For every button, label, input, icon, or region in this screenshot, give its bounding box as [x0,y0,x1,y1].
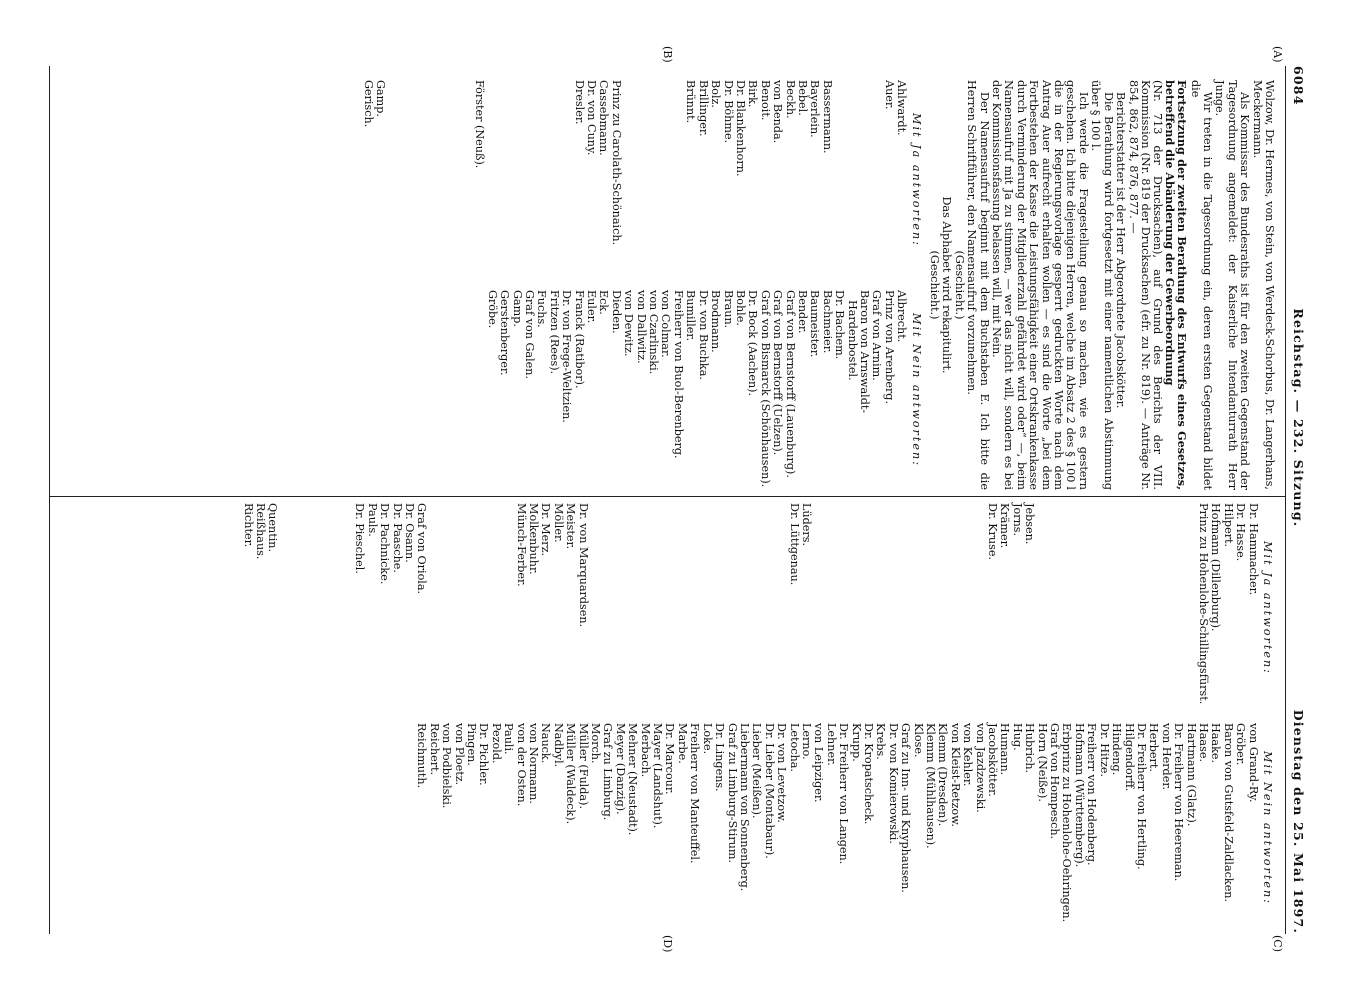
intro-paragraph: Wir treten in die Tagesordnung ein, deren ersten Gegenstand bildet die [1188,80,1214,490]
vote-name: Lehner. [824,723,838,766]
vote-name: Graf zu Inn- und Knyphausen. [899,723,913,893]
vote-name: Humann. [998,723,1012,776]
vote-name: Graf von Oriola. [415,503,429,595]
vote-name: Euler. [585,290,599,324]
nein-heading: Mit Nein antworten: [909,313,923,467]
vote-name [775,503,787,713]
column-divider [50,496,1285,497]
vote-name: Bolz. [709,80,723,108]
vote-name: Brodmann. [709,290,723,353]
vote-name [634,80,646,280]
ja-list [361,80,907,280]
vote-name: Dr. Hammacher. [1246,503,1260,596]
vote-name: von der Osten. [514,723,528,807]
vote-name: Brünnt. [684,80,698,124]
event-note: (Geschieht.) [928,250,942,320]
vote-name: Graf von Arnim. [870,290,884,381]
vote-name [316,503,328,713]
ja-column [361,80,923,280]
vote-name: Klemm (Mühlhausen). [924,723,938,849]
vote-name: Braun. [721,290,735,329]
vote-name: Dr. von Komierowski. [886,723,900,844]
vote-name [411,80,423,280]
vote-name: Baumeister. [808,290,822,358]
vote-name: Dr. Kropatscheck. [862,723,875,825]
vote-name: Birk. [746,80,760,108]
page-number: 6084 [1291,66,1306,106]
vote-name: Prinz zu Hohenlohe-Schillingsfürst. [1196,503,1210,705]
vote-name [647,80,659,280]
vote-block-left [361,80,923,490]
vote-name [386,80,398,280]
vote-name: Dr. Freiherr von Heereman. [1172,723,1186,882]
vote-name: Lerno. [799,723,813,760]
vote-name: Dr. von Cuny. [585,80,599,156]
vote-name: Mayer (Landshut). [651,723,665,829]
vote-name: Merbach. [638,723,652,778]
vote-name: Horn (Neiße). [1035,723,1049,802]
right-column [241,503,1275,933]
vote-name [948,503,960,713]
page-header [1288,66,1304,934]
vote-name: Dr. Lingens. [713,723,727,792]
vote-name [502,503,514,713]
vote-name [1135,503,1147,713]
vote-name: Franck (Ratibor). [572,290,586,389]
vote-name: Morch. [589,723,603,764]
vote-name [452,503,464,713]
body-paragraph: Die Berathung wird fortgesetzt mit einer namentlichen Abstimmung über § 100 l. [1089,80,1115,490]
vote-name: Graf zu Limburg. [601,723,615,821]
vote-name: Dr. Marcour. [663,723,677,795]
vote-name: Graf von Bismarck (Schönhausen). [758,290,772,488]
vote-name: Klose. [911,723,925,758]
margin-marker-b: (B) [661,46,674,63]
vote-name [1085,503,1097,713]
vote-name: Molkenbuhr. [527,503,541,575]
vote-name: Müller (Waldeck). [564,723,578,825]
nein-heading: Mit Nein antworten: [1261,751,1274,905]
vote-name [870,80,882,280]
vote-name: Auer. [882,80,896,110]
vote-name: Baron von Arnswaldt-Hardenbostel. [845,290,871,414]
nein-column [361,290,923,490]
vote-name: Dr. Pachnicke. [378,503,392,585]
vote-name: Hug. [1010,723,1024,751]
vote-name [911,503,923,713]
vote-name: Hartmann (Glatz). [1184,723,1198,827]
nein-list [485,290,907,490]
vote-name: Pauls. [365,503,379,537]
vote-name: Prinz zu Carolath-Schönaich. [609,80,623,246]
vote-name [535,80,547,280]
vote-name: Baron von Gutsfeld-Zaldlacken. [1221,723,1235,903]
vote-name [279,503,291,713]
vote-name: von Dewitz. [622,290,636,357]
vote-name [1110,503,1122,713]
vote-name [560,80,572,280]
vote-name [1159,503,1171,713]
vote-name: Klemm (Dresden). [936,723,950,827]
vote-name: Dr. von Buchka. [696,290,710,380]
vote-name: von Kleist-Retzow. [948,723,962,827]
vote-name: Richter. [241,503,255,548]
vote-name: Hindeng. [1110,723,1124,776]
vote-name [341,503,353,713]
vote-name: von Normann. [527,723,541,804]
vote-name [672,80,684,280]
vote-name [1035,503,1047,713]
vote-name: Bassermann. [820,80,834,154]
vote-name [858,80,870,280]
vote-name: Hofmann (Württemberg). [1072,723,1086,868]
vote-name: Förster (Neuß). [473,80,487,169]
vote-name: Pezold. [489,723,503,764]
vote-name: Möller. [551,503,565,543]
vote-name: von Benda. [771,80,785,144]
vote-name: Letocha. [787,723,801,772]
vote-name: von Podbielski. [440,723,454,809]
vote-name: von Leipziger. [812,723,826,803]
vote-name [1172,503,1184,713]
vote-name [725,503,737,713]
vote-name: Bender. [795,290,809,334]
vote-name: Gröber. [1234,723,1248,766]
vote-name [700,503,712,713]
vote-name: Hubrich. [1023,723,1037,774]
event-note: (Geschieht.) [952,250,966,320]
vote-name: Graf von Bernstorff (Uelzen). [771,290,785,456]
vote-name [485,80,497,280]
vote-name [1048,503,1060,713]
vote-name: Dr. Kruse. [986,503,1000,561]
vote-name [750,503,762,713]
vote-name: Dr. Böhme. [721,80,735,144]
session-title: Reichstag. — 232. Sitzung. [1291,308,1306,528]
vote-name: Albrecht. [895,290,909,343]
vote-name: von Jazdzewski. [973,723,987,813]
vote-name: Dr. Lieber (Montabaur). [762,723,776,859]
vote-name: Cassebmann. [597,80,611,156]
ja-column [241,503,1275,713]
vote-name: Meister. [564,503,578,550]
vote-name: Liebermann von Sonnenberg. [737,723,751,892]
vote-name: Ahlwardt. [895,80,909,136]
vote-name: Herbert. [1147,723,1161,772]
vote-name: Haake. [1209,723,1223,764]
vote-name [663,503,675,713]
vote-name [924,503,936,713]
vote-name [477,503,489,713]
left-column [361,80,1275,490]
vote-name: Dr. Pieschel. [353,503,367,574]
vote-name: Dieden. [609,290,623,334]
vote-block-right [241,503,1275,933]
vote-name: Benoit. [758,80,772,121]
vote-name: Hofmann (Dillenburg). [1209,503,1223,632]
vote-name [601,503,613,713]
vote-name: von Grand-Ry. [1246,723,1260,803]
vote-name: Haase. [1196,723,1210,763]
vote-name: Krupp. [849,723,863,762]
vote-name: Dr. Freiherr von Langen. [837,723,851,865]
vote-name: Bohle. [733,290,747,326]
vote-name: Gerstenberger. [498,290,512,376]
vote-name: Dr. Hitze. [1097,723,1111,778]
vote-name: Brillinger. [696,80,710,137]
vote-name: Beckh. [783,80,797,119]
vote-name: Dr. Pichler. [477,723,491,786]
vote-name: Krämer. [998,503,1012,549]
vote-name [973,503,985,713]
vote-name: Bebel. [795,80,809,116]
vote-name [845,80,857,280]
vote-name [638,503,650,713]
vote-name: Freiherr von Buol-Berenberg. [671,290,685,459]
margin-marker-d: (D) [661,935,674,953]
vote-name [837,503,849,713]
ja-heading: Mit Ja antworten: [909,113,923,247]
vote-name [762,503,774,713]
vote-name: Dr. Blankenhorn. [733,80,747,177]
vote-name: Graf von Galen. [523,290,537,380]
vote-name: Pingen. [465,723,478,766]
vote-name: Dr. Hasse. [1234,503,1248,562]
vote-name [489,503,501,713]
intro-paragraph: Als Kommissar des Bundesraths ist für den zweiten Gegenstand der Tagesordnung angemeldet: der Kaiserliche Intendanturrath Herr Junge. [1213,80,1252,490]
vote-name [291,503,303,713]
vote-name [862,503,874,713]
vote-name [688,503,700,713]
vote-name [622,80,634,280]
event-note: Das Alphabet wird rekapitulirt. [940,196,954,374]
vote-name [328,503,340,713]
vote-name [1060,503,1072,713]
vote-name: Jorns. [1010,503,1024,537]
header-rule [1285,66,1286,934]
agenda-reference: (Nr. 713 der Drucksachen), auf Grund des Berichts der VIII. Kommission (Nr. 819 der Drucksachen) (efr. zu Nr. 819). — Anträge Nr. 854, 862, 874, 876, 877. — [1126,80,1165,490]
vote-name: von Czarlinski. [647,290,661,375]
vote-name [1122,503,1134,713]
vote-name: Gröbe. [485,290,499,329]
vote-name: Dr. Freiherr von Hertling. [1134,723,1148,870]
vote-name: Graf von Hompesch. [1048,723,1062,840]
vote-name [899,503,911,713]
vote-name: Fritzen (Rees). [547,290,561,375]
ja-list [241,503,1258,713]
vote-name: Dresler. [572,80,586,125]
vote-name: Erbprinz zu Hohenlohe-Oehringen. [1060,723,1074,923]
vote-name: von Kehler. [961,723,975,787]
vote-name [423,80,435,280]
vote-name [427,503,439,713]
footer-rule [49,66,50,934]
vote-name: von Colmar. [659,290,673,358]
vote-name: Jebsen. [1023,503,1037,545]
vote-name: Gamp. [374,80,388,117]
nein-column [241,723,1275,933]
vote-name: Reißhaus. [254,503,268,560]
vote-name: Dr. Bock (Aachen). [746,290,760,397]
vote-name [713,503,725,713]
vote-name: Dr. von Frege-Weltzien. [560,290,574,423]
vote-name [440,503,452,713]
vote-name: Bumiller. [684,290,698,342]
vote-name [961,503,973,713]
vote-name: Pauli. [502,723,516,755]
vote-name [498,80,510,280]
vote-name [659,80,671,280]
vote-name [547,80,559,280]
vote-name [510,80,522,280]
vote-name: Dr. Merz. [539,503,553,557]
agenda-title: Fortsetzung der zweiten Berathung des Entwurfs eines Gesetzes, betreffend die Abänderung der Gewerbeordnung [1162,80,1190,490]
vote-name [613,503,625,713]
vote-name [1073,503,1085,713]
vote-name: Reichmuth. [415,723,429,789]
vote-name: Eck. [597,290,611,315]
vote-name: Bayerlein. [808,80,822,138]
vote-name [465,503,477,713]
vote-name: Meyer (Danzig). [613,723,627,815]
vote-name: Dr. von Marquardsen. [576,503,590,628]
vote-name: Gamp. [510,290,524,327]
vote-name [436,80,448,280]
vote-name: Gerisch. [361,80,375,128]
vote-name: Nauck. [539,723,553,764]
vote-name: Hilpert. [1221,503,1235,548]
margin-marker-c: (C) [1271,935,1284,952]
vote-name: Lieber (Meißen). [750,723,764,819]
vote-name: Hilgendorff. [1122,723,1136,792]
vote-name [849,503,861,713]
vote-name: Dr. Osann. [402,503,416,563]
ja-heading: Mit Ja antworten: [1261,541,1274,675]
vote-name [399,80,411,280]
vote-name [1184,503,1196,713]
vote-name [1097,503,1109,713]
intro-paragraph: Wolzow, Dr. Hermes, von Stein, von Werdeck-Schorbus, Dr. Langerhans, Meckermann. [1250,80,1276,490]
vote-name [626,503,638,713]
vote-name [523,80,535,280]
vote-name: Quentin. [266,503,280,553]
vote-name: Reichert. [427,723,441,776]
vote-name: Freiherr von Hodenberg. [1085,723,1099,866]
vote-name: Müller (Fulda). [576,723,590,810]
vote-name: von Herder. [1159,723,1173,790]
body-paragraph: Ich werde die Fragestellung genau so machen, wie es gestern geschehen. Ich bitte diejenigen Herren, welche im Absatz 2 des § 100 l die in der Regierungsvorlage gesperrt gedruckten Worte nach dem Antrag Auer aufrecht erhalten wollen — es sind die Worte „bei dem Fortbestehen der Kasse die Leistungsfähigkeit einer Ortskrankenkasse durch Verminderung der Mitgliederzahl gefährdet wird oder“ —, beim Namensaufruf mit Ja zu stimmen, — wer das nicht will, sondern es bei der Kommissionsfassung belassen will, mit Nein. [990,80,1090,490]
vote-name [589,503,601,713]
vote-name: Dr. Bachem. [833,290,847,360]
vote-name: Mehner (Neustadt). [626,723,640,836]
vote-name [812,503,824,713]
vote-name [448,80,460,280]
margin-marker-a: (A) [1271,46,1284,63]
vote-name: Loke. [700,723,714,755]
vote-name [651,503,663,713]
body-paragraph: Berichterstatter ist der Herr Abgeordnete Jacobskötter. [1114,92,1128,409]
vote-name [676,503,688,713]
vote-name [1147,503,1159,713]
vote-name: Fuchs. [535,290,549,328]
vote-name [738,503,750,713]
nein-list [415,723,1259,933]
vote-name: Jacobskötter. [986,723,1000,797]
vote-name [461,80,473,280]
vote-name: Dr. Paasche. [390,503,404,573]
vote-name [824,503,836,713]
body-paragraph: Der Namensaufruf beginnt mit dem Buchstaben E. Ich bitte die Herren Schriftführer, den Namensaufruf vorzunehmen. [965,80,991,490]
vote-name: Marbe. [675,723,689,764]
vote-name: Dr. Lüttgenau. [787,503,801,586]
vote-name: von Ploetz. [452,723,466,786]
vote-name: Bachmeier. [820,290,834,354]
session-date: Dienstag den 25. Mai 1897. [1291,709,1306,934]
vote-name [303,503,315,713]
vote-name [874,503,886,713]
vote-name: Prinz von Arenberg. [882,290,896,405]
vote-name: Graf zu Limburg-Stirum. [725,723,739,864]
vote-name [886,503,898,713]
vote-name [833,80,845,280]
vote-name: Freiherr von Manteuffel. [688,723,702,864]
vote-name: Dr. von Levetzow. [775,723,789,823]
vote-name: Krebs. [874,723,888,760]
vote-name: Graf von Bernstorff (Lauenburg). [783,290,797,478]
vote-name [936,503,948,713]
vote-name: Münch-Ferber. [514,503,528,587]
vote-name: von Dallwitz. [634,290,648,364]
vote-name: Lüders. [799,503,813,547]
vote-name: Nadbyl. [551,723,565,768]
